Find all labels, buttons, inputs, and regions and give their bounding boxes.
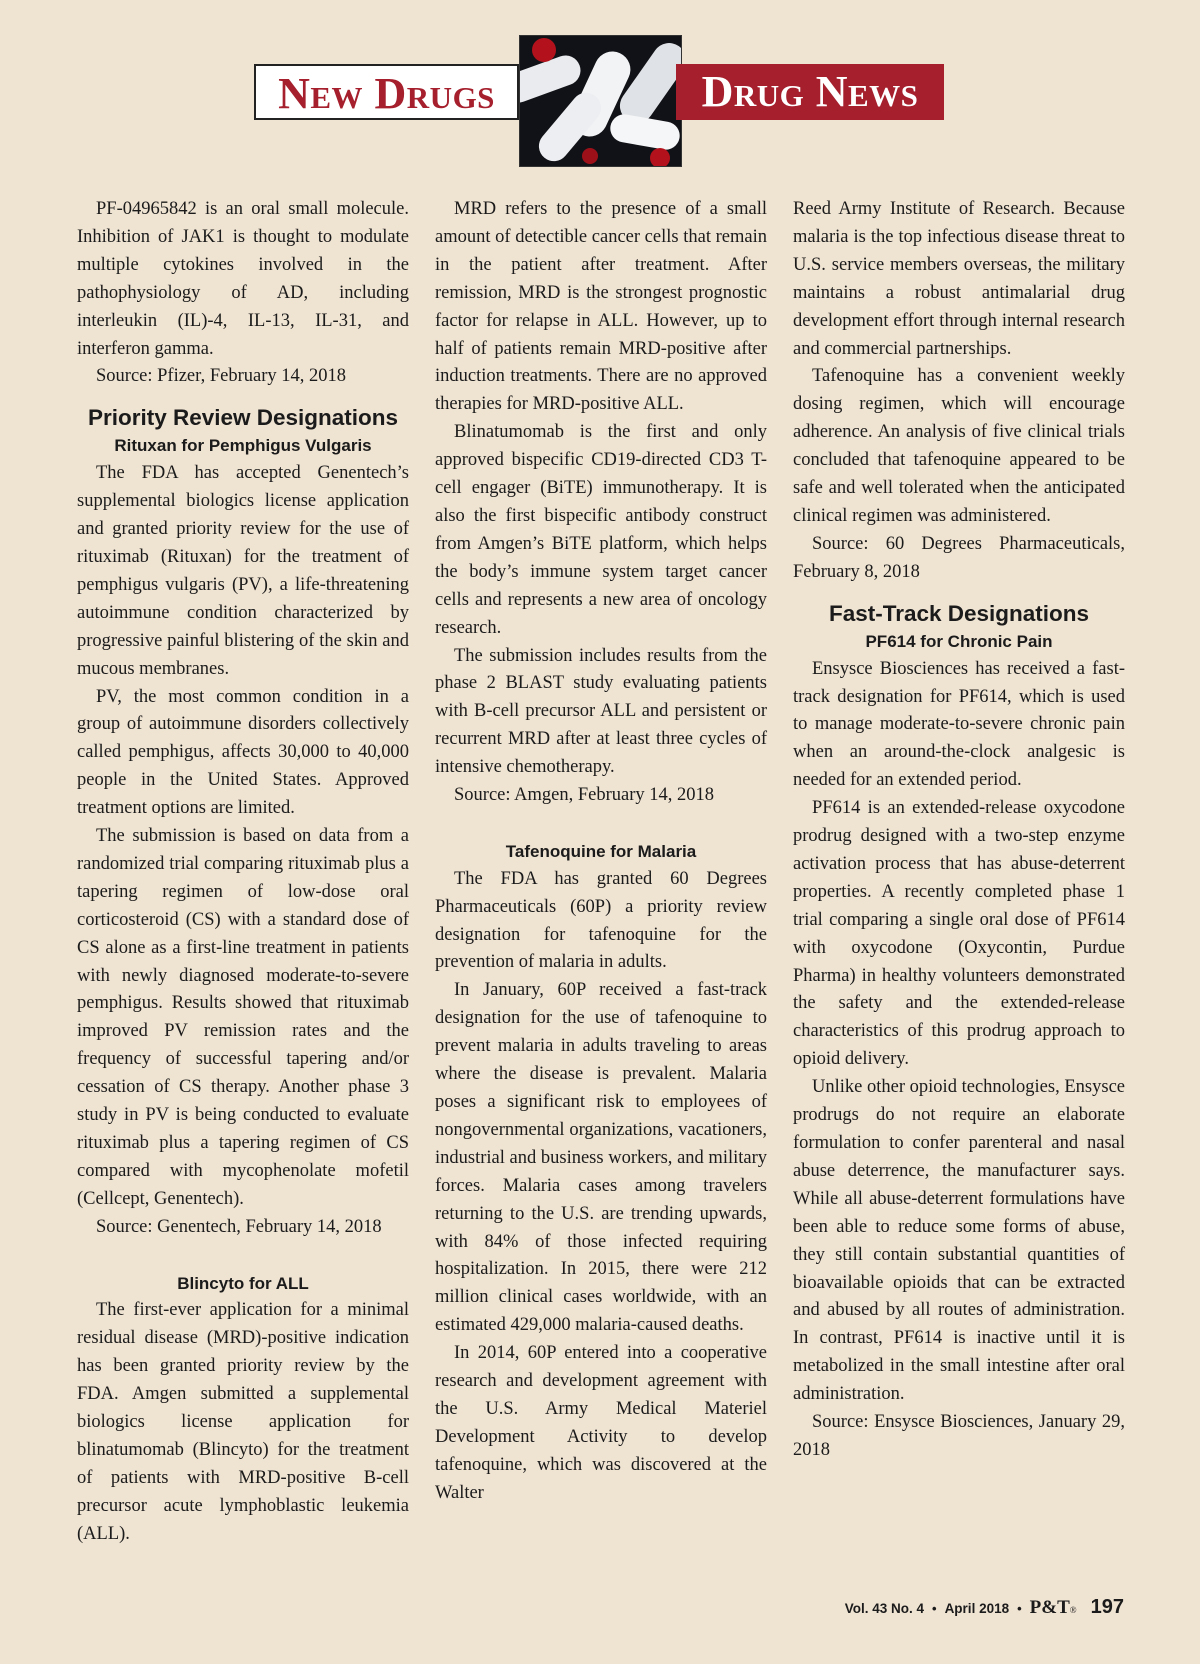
footer-separator-2: • <box>1017 1601 1022 1616</box>
journal-name: P&T <box>1029 1597 1070 1618</box>
priority-review-heading: Priority Review Designations <box>87 405 399 431</box>
tafenoquine-paragraph-2: In January, 60P received a fast-track designation for the use of tafenoquine to prevent malaria in adults traveling to areas where the disease is prevalent. Malaria poses a significant risk to employees of nongovernmental organizations, vacationers, industrial and business workers, and military forces. Malaria cases among travelers returning to the U.S. are trending upwards, with 84% of those infected requiring hospitalization. In 2015, there were 212 million clinical cases worldwide, with an estimated 429,000 malaria-caused deaths. <box>435 980 767 1336</box>
tafenoquine-paragraph-3: In 2014, 60P entered into a cooperative research and development agreement with the U.S. Army Medical Materiel Development Activity to develop tafenoquine, which was discovered at the Walter <box>435 1343 767 1503</box>
blincyto-paragraph-1: The first-ever application for a minimal residual disease (MRD)-positive indication has been granted priority review by the FDA. Amgen submitted a supplemental biologics license application for blinatumomab (Blincyto) for the treatment of patients with MRD-positive B-cell precursor acute lymphoblastic leukemia (ALL). <box>77 1300 409 1544</box>
header-banner <box>0 0 1200 170</box>
issue-date: April 2018 <box>944 1601 1010 1616</box>
footer-separator-1: • <box>932 1601 937 1616</box>
rituxan-paragraph-3: The submission is based on data from a randomized trial comparing rituximab plus a tapering regimen of low-dose oral corticosteroid (CS) with a standard dose of CS alone as a first-line treatment in patients with newly diagnosed moderate-to-severe pemphigus. Results showed that rituximab improved PV remission rates and the frequency of successful tapering and/or cessation of CS therapy. Another phase 3 study in PV is being conducted to evaluate rituximab plus a tapering regimen of CS compared with mycophenolate mofetil (Cellcept, Genentech). <box>77 826 409 1209</box>
genentech-source: Source: Genentech, February 14, 2018 <box>96 1216 382 1237</box>
60-degrees-source: Source: 60 Degrees Pharmaceuticals, February 8, 2018 <box>793 533 1125 582</box>
fast-track-heading: Fast-Track Designations <box>828 600 1090 626</box>
rituxan-paragraph-1: The FDA has accepted Genentech’s supplemental biologics license application and granted priority review for the use of rituximab (Rituxan) for the treatment of pemphigus vulgaris (PV), a life-threatening autoimmune condition characterized by progressive painful blistering of the skin and mucous membranes. <box>77 463 409 679</box>
pf614-heading: PF614 for Chronic Pain <box>865 631 1053 651</box>
pills-photo <box>519 35 682 167</box>
blincyto-paragraph-4: The submission includes results from the phase 2 BLAST study evaluating patients with B-cell precursor ALL and persistent or recurrent MRD after at least three cycles of intensive chemotherapy. <box>435 645 767 778</box>
amgen-source: Source: Amgen, February 14, 2018 <box>454 785 714 806</box>
pf614-paragraph-1: Ensysce Biosciences has received a fast-track designation for PF614, which is used to manage moderate-to-severe chronic pain when an around-the-clock analgesic is needed for an extended period. <box>793 658 1125 791</box>
ensysce-source: Source: Ensysce Biosciences, January 29, 2018 <box>793 1412 1125 1460</box>
column-2 <box>435 196 767 1508</box>
column-3 <box>793 196 1125 1465</box>
page-number: 197 <box>1090 1596 1124 1618</box>
pfizer-source: Source: Pfizer, February 14, 2018 <box>96 366 346 387</box>
tafenoquine-paragraph-1: The FDA has granted 60 Degrees Pharmaceuticals (60P) a priority review designation for tafenoquine for the prevention of malaria in adults. <box>435 868 767 973</box>
blincyto-paragraph-2: MRD refers to the presence of a small amount of detectible cancer cells that remain in the patient after treatment. After remission, MRD is the strongest prognostic factor for relapse in ALL. However, up to half of patients remain MRD-positive after induction treatments. There are no approved therapies for MRD-positive ALL. <box>435 199 767 415</box>
new-drugs-title-box <box>254 64 519 120</box>
drug-news-title-box <box>676 64 944 120</box>
registered-mark: ® <box>1069 1605 1077 1615</box>
tafenoquine-heading: Tafenoquine for Malaria <box>505 841 697 861</box>
volume-issue: Vol. 43 No. 4 <box>844 1601 924 1616</box>
pf614-paragraph-3: Unlike other opioid technologies, Ensysce prodrugs do not require an elaborate formulation to confer parenteral and nasal abuse deterrence, the manufacturer says. While all abuse-deterrent formulations have been able to reduce some forms of abuse, they still contain substantial quantities of bioavailable opioids that can be extracted and abused by all routes of administration. In contrast, PF614 is inactive until it is metabolized in the small intestine after oral administration. <box>793 1077 1125 1405</box>
rituxan-paragraph-2: PV, the most common condition in a group of autoimmune disorders collectively called pemphigus, affects 30,000 to 40,000 people in the United States. Approved treatment options are limited. <box>77 686 409 819</box>
pf04965842-paragraph: PF-04965842 is an oral small molecule. Inhibition of JAK1 is thought to modulate multiple cytokines involved in the pathophysiology of AD, including interleukin (IL)-4, IL-13, IL-31, and interferon gamma. <box>77 199 409 359</box>
blincyto-paragraph-3: Blinatumomab is the first and only approved bispecific CD19-directed CD3 T-cell engager (BiTE) immunotherapy. It is also the first bispecific antibody construct from Amgen’s BiTE platform, which helps the body’s immune system target cancer cells and represents a new area of oncology research. <box>435 422 767 638</box>
new-drugs-title: New Drugs <box>278 69 495 118</box>
page-footer <box>844 1596 1124 1622</box>
tafenoquine-paragraph-3-continued: Reed Army Institute of Research. Because malaria is the top infectious disease threat to U.S. service members overseas, the military maintains a robust antimalarial drug development effort through internal research and commercial partnerships. <box>793 199 1125 359</box>
pills-illustration <box>520 36 681 166</box>
rituxan-heading: Rituxan for Pemphigus Vulgaris <box>114 436 372 456</box>
blincyto-heading: Blincyto for ALL <box>177 1273 309 1293</box>
pf614-paragraph-2: PF614 is an extended-release oxycodone prodrug designed with a two-step enzyme activation process that has abuse-deterrent properties. A recently completed phase 1 trial comparing a single oral dose of PF614 with oxycodone (Oxycontin, Purdue Pharma) in healthy volunteers demonstrated the safety and the extended-release characteristics of this prodrug approach to opioid delivery. <box>793 798 1125 1070</box>
column-1 <box>77 196 409 1549</box>
drug-news-title: Drug News <box>701 67 919 116</box>
tafenoquine-paragraph-4: Tafenoquine has a convenient weekly dosing regimen, which will encourage adherence. An analysis of five clinical trials concluded that tafenoquine appeared to be safe and well tolerated when the anticipated clinical regimen was administered. <box>793 366 1125 526</box>
